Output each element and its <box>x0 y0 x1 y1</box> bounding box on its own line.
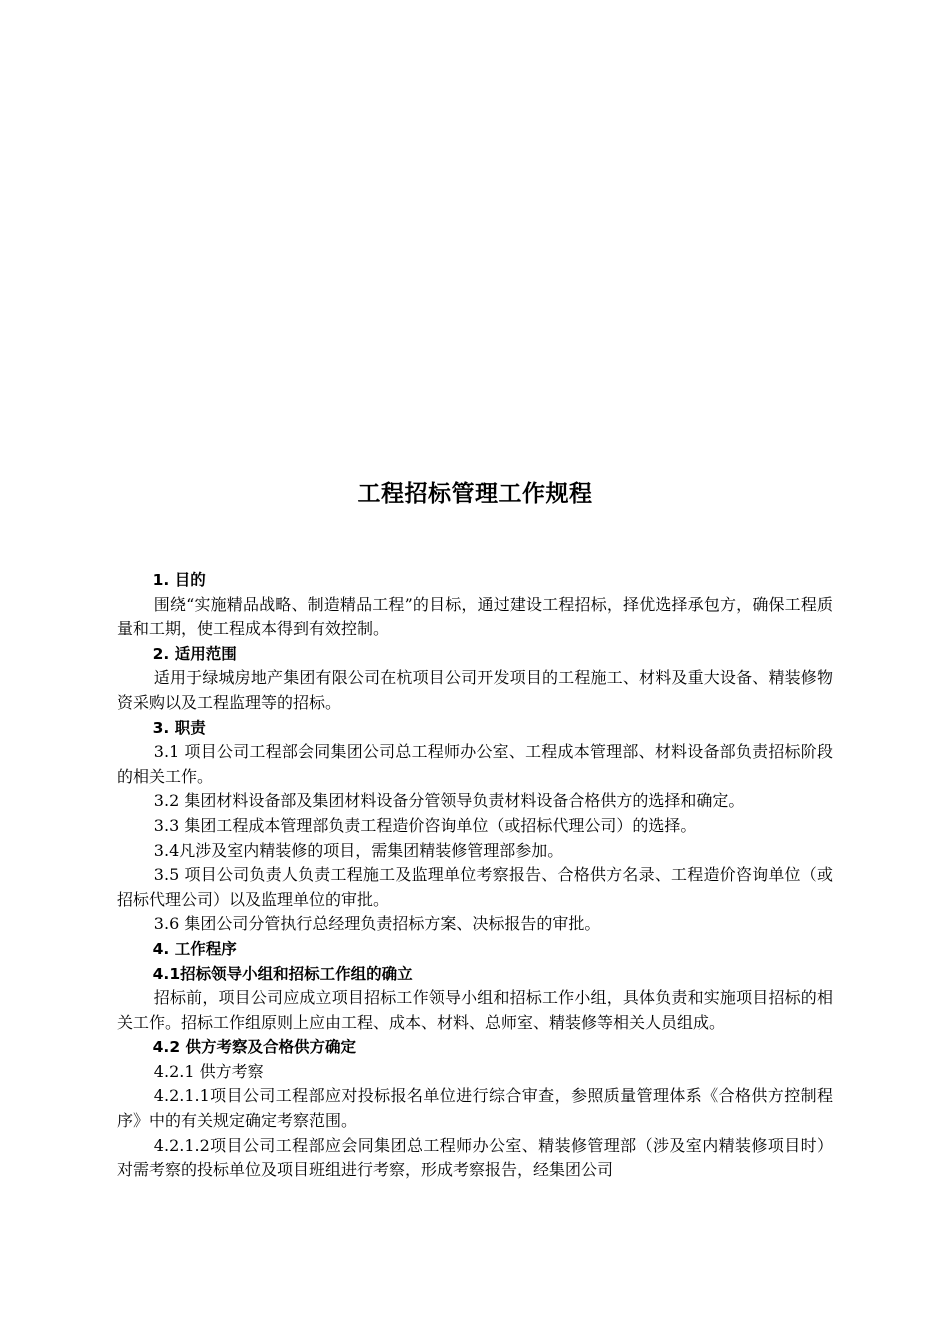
section-heading-procedure: 4. 工作程序 <box>152 939 237 958</box>
subsection-heading-4-2: 4.2 供方考察及合格供方确定 <box>152 1038 356 1057</box>
paragraph-4-2-1: 4.2.1 供方考察 <box>153 1061 264 1081</box>
paragraph-3-1: 3.1 项目公司工程部会同集团公司总工程师办公室、工程成本管理部、材料设备部负责招标阶段的相关工作。 <box>117 742 833 786</box>
paragraph-3-6: 3.6 集团公司分管执行总经理负责招标方案、决标报告的审批。 <box>153 914 601 934</box>
paragraph-3-5: 3.5 项目公司负责人负责工程施工及监理单位考察报告、合格供方名录、工程造价咨询单位（或招标代理公司）以及监理单位的审批。 <box>117 865 833 909</box>
paragraph-3-3: 3.3 集团工程成本管理部负责工程造价咨询单位（或招标代理公司）的选择。 <box>153 815 697 835</box>
paragraph-scope: 适用于绿城房地产集团有限公司在杭项目公司开发项目的工程施工、材料及重大设备、精装修物资采购以及工程监理等的招标。 <box>117 668 833 712</box>
section-heading-scope: 2. 适用范围 <box>152 644 237 663</box>
paragraph-4-2-1-1: 4.2.1.1项目公司工程部应对投标报名单位进行综合审查，参照质量管理体系《合格供方控制程序》中的有关规定确定考察范围。 <box>117 1086 833 1131</box>
document-title: 工程招标管理工作规程 <box>357 481 593 507</box>
paragraph-4-2-1-2: 4.2.1.2项目公司工程部应会同集团总工程师办公室、精装修管理部（涉及室内精装修项目时）对需考察的投标单位及项目班组进行考察，形成考察报告，经集团公司 <box>117 1135 833 1180</box>
section-heading-purpose: 1. 目的 <box>152 571 206 589</box>
paragraph-3-4: 3.4凡涉及室内精装修的项目，需集团精装修管理部参加。 <box>153 840 564 860</box>
document-body <box>117 568 833 1183</box>
paragraph-purpose: 围绕“实施精品战略、制造精品工程”的目标，通过建设工程招标，择优选择承包方，确保工程质量和工期，使工程成本得到有效控制。 <box>117 594 833 639</box>
paragraph-3-2: 3.2 集团材料设备部及集团材料设备分管领导负责材料设备合格供方的选择和确定。 <box>153 791 745 811</box>
paragraph-4-1: 招标前，项目公司应成立项目招标工作领导小组和招标工作小组，具体负责和实施项目招标的相关工作。招标工作组原则上应由工程、成本、材料、总师室、精装修等相关人员组成。 <box>117 988 833 1032</box>
section-heading-responsibilities: 3. 职责 <box>152 718 206 737</box>
subsection-heading-4-1: 4.1招标领导小组和招标工作组的确立 <box>152 964 413 983</box>
